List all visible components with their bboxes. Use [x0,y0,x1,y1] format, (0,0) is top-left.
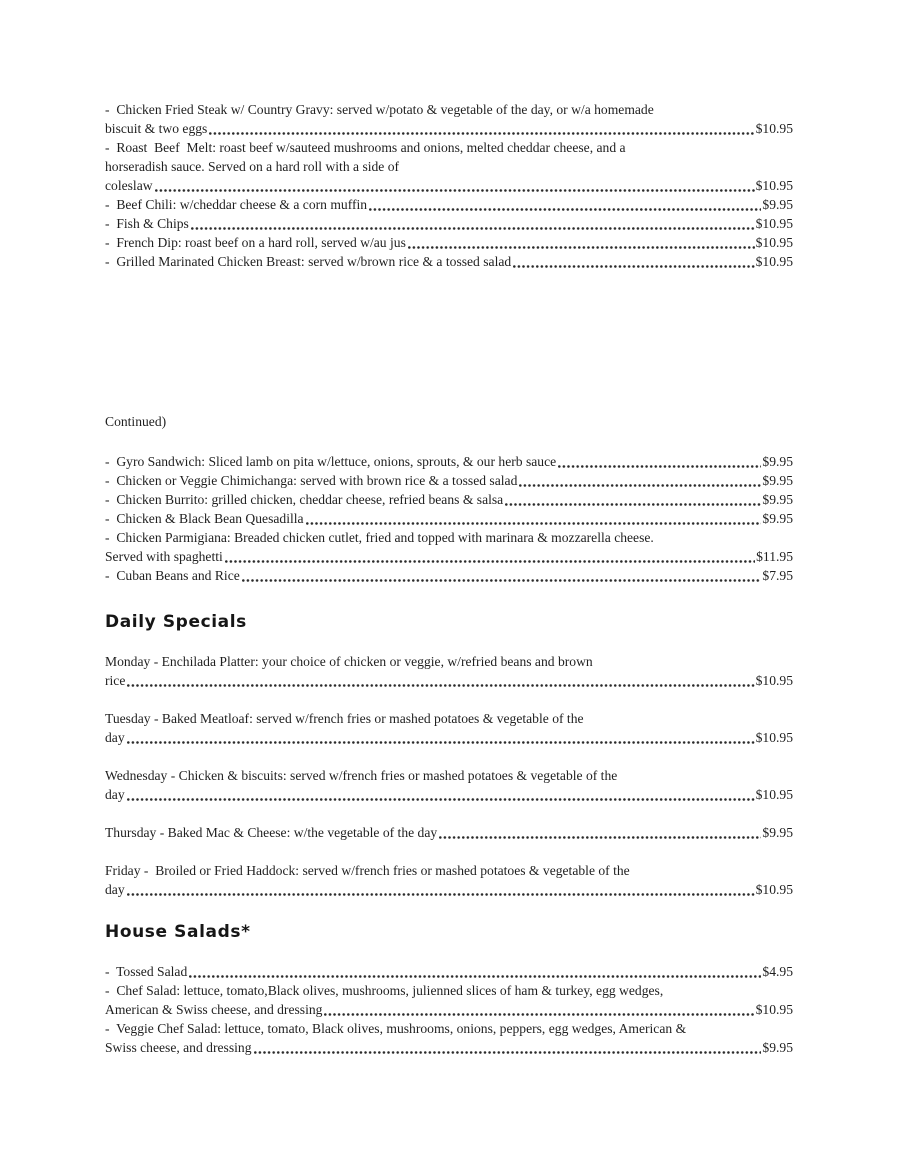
item-price: $10.95 [755,787,793,802]
item-text: - Chicken Burrito: grilled chicken, cheddar cheese, refried beans & salsa [105,492,504,507]
menu-line [105,861,793,880]
menu-line [105,233,793,252]
menu-line [105,1019,793,1038]
item-text: Wednesday - Chicken & biscuits: served w/french fries or mashed potatoes & vegetable of the [105,768,618,783]
item-price: $9.95 [762,454,793,469]
item-text: Monday - Enchilada Platter: your choice of chicken or veggie, w/refried beans and brown [105,654,593,669]
item-text: Thursday - Baked Mac & Cheese: w/the vegetable of the day [105,825,438,840]
item-price: $10.95 [755,254,793,269]
item-text: biscuit & two eggs [105,121,208,136]
item-price: $9.95 [762,473,793,488]
item-text: - Tossed Salad [105,964,188,979]
item-text: Tuesday - Baked Meatloaf: served w/french fries or mashed potatoes & vegetable of the [105,711,584,726]
item-text: - Roast Beef Melt: roast beef w/sauteed mushrooms and onions, melted cheddar cheese, and a [105,140,626,155]
vertical-gap [105,271,793,412]
menu-line [105,252,793,271]
dot-leader [367,195,762,214]
dot-leader [503,490,762,509]
menu-line [105,452,793,471]
menu-line [105,176,793,195]
item-price: $4.95 [762,964,793,979]
dot-leader [517,471,762,490]
menu-line [105,547,793,566]
item-text: - Chef Salad: lettuce, tomato,Black olives, mushrooms, julienned slices of ham & turkey, egg wedges, [105,983,664,998]
item-text: - Fish & Chips [105,216,189,231]
menu-line [105,138,793,157]
item-price: $10.95 [755,216,793,231]
item-price: $9.95 [762,511,793,526]
dot-leader [153,176,756,195]
menu-line [105,785,793,804]
dot-leader [304,509,763,528]
menu-line [105,471,793,490]
lunch-items-continued [105,452,793,585]
item-text: - Cuban Beans and Rice [105,568,240,583]
item-price: $10.95 [755,1002,793,1017]
dot-leader [125,785,756,804]
dot-leader [187,962,762,981]
menu-line [105,652,793,671]
item-text: horseradish sauce. Served on a hard roll with a side of [105,159,400,174]
item-text: Served with spaghetti [105,549,223,564]
menu-line [105,671,793,690]
menu-line [105,157,793,176]
item-price: $7.95 [762,568,793,583]
daily-specials-heading: Daily Specials [105,612,247,632]
item-price: $10.95 [755,882,793,897]
dot-leader [125,728,756,747]
dot-leader [125,671,755,690]
menu-line [105,962,793,981]
daily-special-friday [105,861,793,899]
item-text: day [105,882,125,897]
menu-line [105,509,793,528]
dot-leader [511,252,755,271]
menu-line [105,100,793,119]
menu-line [105,981,793,1000]
continued-label: Continued) [105,414,167,429]
item-text: - French Dip: roast beef on a hard roll, served w/au jus [105,235,406,250]
item-price: $10.95 [755,730,793,745]
menu-line [105,1038,793,1057]
item-price: $10.95 [755,673,793,688]
daily-special-wednesday [105,766,793,804]
item-text: Swiss cheese, and dressing [105,1040,252,1055]
item-price: $10.95 [755,121,793,136]
item-price: $9.95 [762,1040,793,1055]
item-text: American & Swiss cheese, and dressing [105,1002,323,1017]
menu-line [105,528,793,547]
item-text: day [105,787,125,802]
item-price: $11.95 [756,549,793,564]
item-text: - Beef Chili: w/cheddar cheese & a corn muffin [105,197,368,212]
dot-leader [322,1000,755,1019]
dot-leader [189,214,756,233]
dot-leader [556,452,762,471]
daily-special-thursday [105,823,793,842]
item-text: - Grilled Marinated Chicken Breast: served w/brown rice & a tossed salad [105,254,512,269]
house-salads-heading: House Salads* [105,922,251,942]
item-text: - Chicken Fried Steak w/ Country Gravy: served w/potato & vegetable of the day, or w/a homemade [105,102,654,117]
menu-line [105,490,793,509]
item-text: - Chicken or Veggie Chimichanga: served with brown rice & a tossed salad [105,473,518,488]
menu-line [105,823,793,842]
menu-line [105,880,793,899]
daily-special-tuesday [105,709,793,747]
item-text: - Chicken & Black Bean Quesadilla [105,511,304,526]
item-text: Friday - Broiled or Fried Haddock: served w/french fries or mashed potatoes & vegetable of the [105,863,630,878]
dot-leader [223,547,756,566]
dot-leader [406,233,756,252]
item-price: $9.95 [762,197,793,212]
menu-line [105,119,793,138]
menu-line [105,214,793,233]
daily-special-monday [105,652,793,690]
item-text: - Veggie Chef Salad: lettuce, tomato, Black olives, mushrooms, onions, peppers, egg wedges, American & [105,1021,687,1036]
item-text: - Chicken Parmigiana: Breaded chicken cutlet, fried and topped with marinara & mozzarella cheese. [105,530,654,545]
menu-line [105,728,793,747]
item-text: rice [105,673,126,688]
dot-leader [437,823,762,842]
item-text: - Gyro Sandwich: Sliced lamb on pita w/lettuce, onions, sprouts, & our herb sauce [105,454,557,469]
menu-line [105,766,793,785]
item-price: $10.95 [755,178,793,193]
dot-leader [207,119,755,138]
menu-line [105,195,793,214]
menu-line [105,1000,793,1019]
dot-leader [252,1038,763,1057]
item-price: $9.95 [762,492,793,507]
menu-line [105,709,793,728]
item-text: coleslaw [105,178,153,193]
dot-leader [240,566,763,585]
item-price: $10.95 [755,235,793,250]
item-text: day [105,730,125,745]
lunch-items-top [105,100,793,271]
item-price: $9.95 [762,825,793,840]
dot-leader [125,880,756,899]
menu-line [105,566,793,585]
house-salads-items [105,962,793,1057]
